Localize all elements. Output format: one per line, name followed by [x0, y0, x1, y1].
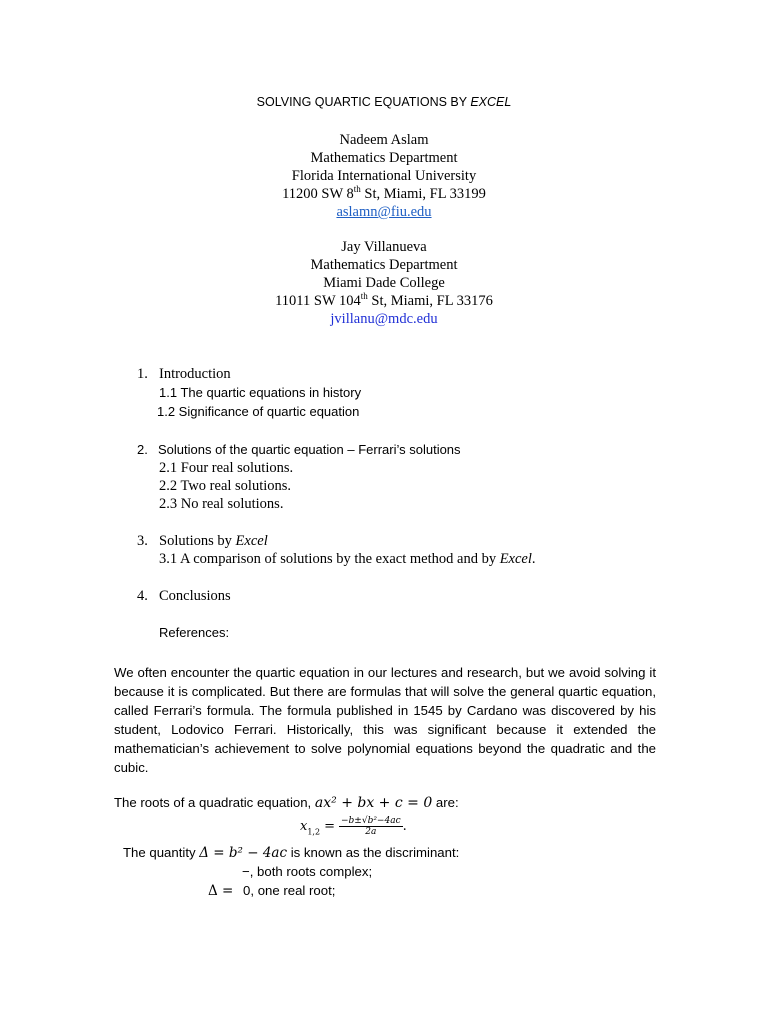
quadratic-formula	[300, 816, 407, 837]
discriminant-line	[123, 845, 459, 861]
toc-s4-title: Conclusions	[159, 588, 231, 604]
toc-s3-title-pre: Solutions by	[159, 533, 236, 549]
toc-s4-number: 4.	[137, 588, 148, 604]
author2-email-link[interactable]: jvillanu@mdc.edu	[330, 311, 438, 327]
author1-dept: Mathematics Department	[310, 150, 458, 166]
intro-paragraph: We often encounter the quartic equation in our lectures and research, but we avoid solving it because it is complicated. But there are formulas that will solve the general quartic equation, called Ferrari’s formula. The formula published in 1545 by Cardano was discovered by his student, Lodovico Ferrari. Historically, this was significant because it extended the mathematician’s achievement to solve polynomial equations beyond the quadratic and the cubic.	[114, 665, 656, 775]
toc-s3-title	[159, 533, 268, 550]
toc-s2-3: 2.3 No real solutions.	[159, 496, 284, 512]
author1-institution: Florida International University	[291, 168, 477, 184]
roots-equation: ax² + bx + c = 0	[314, 795, 433, 811]
author1-name: Nadeem Aslam	[339, 132, 429, 148]
roots-line	[114, 795, 459, 811]
toc-s2-number: 2.	[137, 442, 148, 457]
formula-denominator: 2a	[365, 827, 377, 837]
author1-address-post: St, Miami, FL 33199	[360, 186, 486, 202]
toc-s3-number: 3.	[137, 533, 148, 549]
formula-lhs: x	[300, 819, 308, 835]
formula-numerator: −b±√b²−4ac	[340, 816, 401, 826]
case-one-root-lhs: Δ =	[208, 883, 234, 899]
author2-address-sup: th	[360, 291, 368, 301]
case-one-root	[208, 883, 335, 899]
author1-address-sup: th	[353, 184, 361, 194]
roots-are-text: are:	[435, 795, 459, 810]
toc-s2-1: 2.1 Four real solutions.	[159, 460, 294, 476]
document-title	[0, 95, 768, 109]
discriminant-expression: Δ = b² − 4ac	[199, 845, 288, 861]
toc-s3-title-italic: Excel	[235, 533, 268, 549]
toc-s3-1-post: .	[531, 551, 536, 567]
formula-equals: =	[324, 819, 335, 835]
author1-address-pre: 11200 SW 8	[282, 186, 354, 202]
case-one-root-rhs: 0, one real root;	[243, 883, 336, 898]
toc-s1-1: 1.1 The quartic equations in history	[159, 385, 362, 400]
references-heading: References:	[159, 625, 230, 640]
toc-s2-title: Solutions of the quartic equation – Ferrari’s solutions	[158, 442, 461, 457]
title-text: SOLVING QUARTIC EQUATIONS BY	[256, 95, 471, 109]
toc-s2-2: 2.2 Two real solutions.	[159, 478, 292, 494]
case-complex: −, both roots complex;	[242, 864, 373, 879]
toc-s1-2: 1.2 Significance of quartic equation	[157, 404, 360, 419]
author1-email-link[interactable]: aslamn@fiu.edu	[336, 204, 432, 220]
discriminant-pre: The quantity	[123, 845, 196, 860]
toc-s1-number: 1.	[137, 366, 148, 382]
author1-address	[0, 185, 768, 203]
toc-s3-1	[159, 551, 536, 568]
formula-period: .	[402, 819, 407, 835]
formula-fraction	[339, 816, 403, 837]
formula-subscript: 1,2	[307, 827, 321, 837]
author2-dept: Mathematics Department	[310, 257, 458, 273]
roots-intro-text: The roots of a quadratic equation,	[114, 795, 312, 810]
toc-s3-1-italic: Excel	[499, 551, 532, 567]
toc-s3-1-pre: 3.1 A comparison of solutions by the exact method and by	[159, 551, 500, 567]
author2-name: Jay Villanueva	[341, 239, 427, 255]
discriminant-post: is known as the discriminant:	[290, 845, 460, 860]
author2-address-post: St, Miami, FL 33176	[367, 293, 493, 309]
title-italic: EXCEL	[470, 95, 512, 109]
author2-address-pre: 11011 SW 104	[275, 293, 361, 309]
toc-s1-title: Introduction	[159, 366, 231, 382]
author2-address	[0, 292, 768, 310]
author2-institution: Miami Dade College	[323, 275, 445, 291]
